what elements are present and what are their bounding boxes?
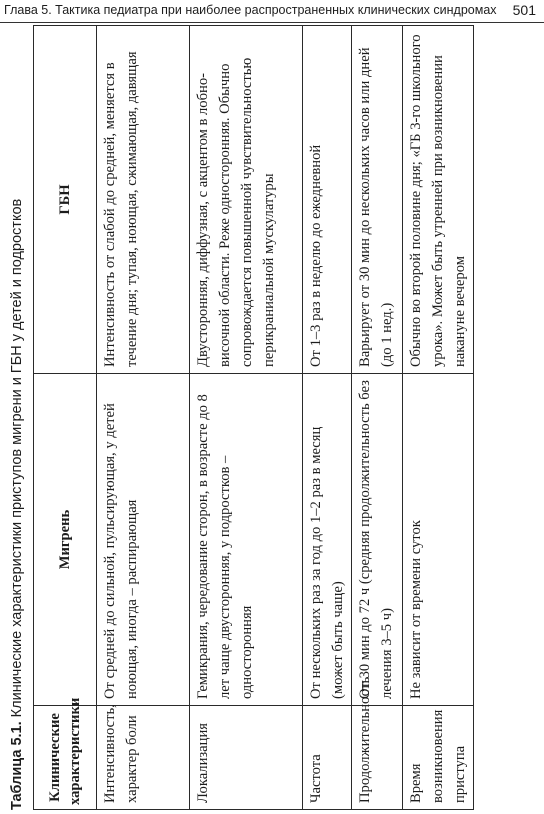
table-row: [403, 26, 474, 810]
caption-label: Таблица 5.1.: [9, 721, 25, 810]
migraine-cell: Гемикрания, чередование сторон, в возрасте до 8 лет чаще двусторонняя, у подростков – односторонняя: [190, 374, 303, 706]
table-row: [190, 26, 303, 810]
table-row: [303, 26, 352, 810]
table-header-row: [34, 26, 97, 810]
feature-cell: Продолжительность: [352, 706, 403, 810]
migraine-cell: Не зависит от времени суток: [403, 374, 474, 706]
feature-cell: Интенсивность, характер боли: [97, 706, 190, 810]
tth-cell: Двусторонняя, диффузная, с акцентом в лобно-височной области. Реже односторонняя. Обычно сопровождается повышенной чувствительностью перикраниальной мускулатуры: [190, 26, 303, 374]
tth-cell: Обычно во второй половине дня; «ГБ 3-го школьного урока». Может быть утренней при возникновении накануне вечером: [403, 26, 474, 374]
chapter-title: Глава 5. Тактика педиатра при наиболее распространенных клинических синдромах: [4, 3, 497, 17]
header-features: Клинические характеристики: [34, 706, 97, 810]
header-tth: ГБН: [34, 26, 97, 374]
feature-cell: Время возникновения приступа: [403, 706, 474, 810]
running-head: [0, 0, 544, 20]
table-row: [97, 26, 190, 810]
tth-cell: Интенсивность от слабой до средней, меняется в течение дня; тупая, ноющая, сжимающая, давящая: [97, 26, 190, 374]
header-rule: [0, 22, 544, 23]
rotated-table-block: [0, 26, 544, 814]
feature-cell: Локализация: [190, 706, 303, 810]
tth-cell: Варьирует от 30 мин до нескольких часов или дней (до 1 нед.): [352, 26, 403, 374]
tth-cell: От 1–3 раз в неделю до ежедневной: [303, 26, 352, 374]
header-migraine: Мигрень: [34, 374, 97, 706]
feature-cell: Частота: [303, 706, 352, 810]
caption-text: Клинические характеристики приступов мигрени и ГБН у детей и подростков: [9, 198, 25, 722]
migraine-cell: От нескольких раз за год до 1–2 раз в месяц (может быть чаще): [303, 374, 352, 706]
migraine-cell: От 30 мин до 72 ч (средняя продолжительность без лечения 3–5 ч): [352, 374, 403, 706]
page-number: 501: [512, 2, 536, 18]
migraine-cell: От средней до сильной, пульсирующая, у детей ноющая, иногда – распирающая: [97, 374, 190, 706]
table-caption: [8, 30, 26, 810]
table-row: [352, 26, 403, 810]
comparison-table: [33, 25, 474, 810]
